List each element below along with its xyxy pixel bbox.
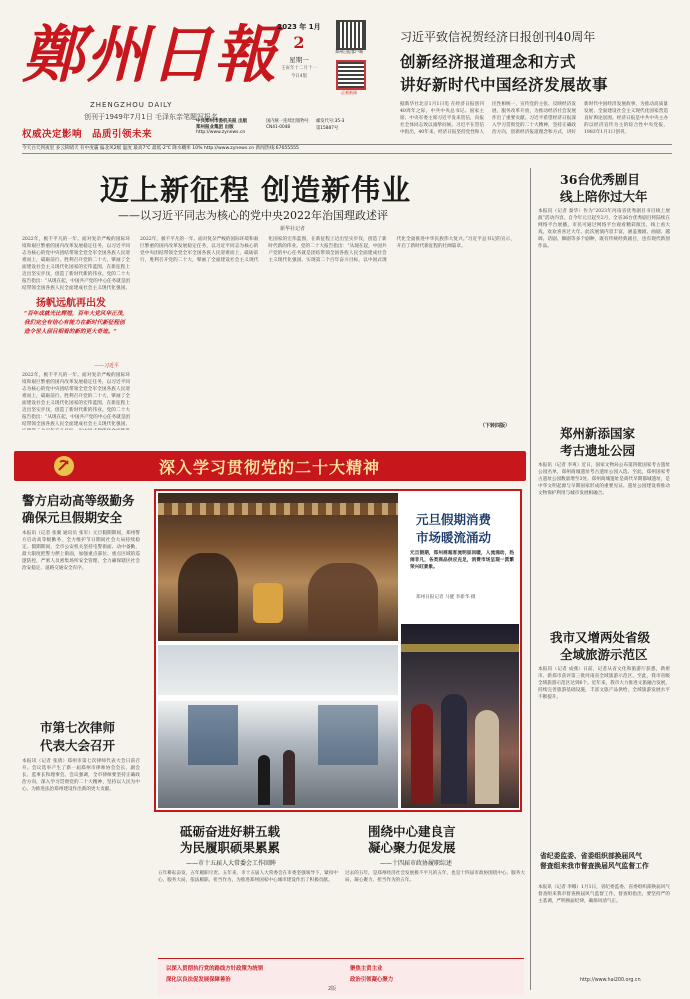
pull-attrib: ——习近平	[94, 363, 120, 369]
congress-title-1: 砥砺奋进好耕五载	[180, 824, 281, 839]
photo-mall-interior	[158, 645, 398, 808]
opera-body: 本报讯（记者 秦华）作为“2023年河南省优秀剧目书目线上展演”活动内容，自今年元旦起至2月，全省36台优秀剧目将陆续在网络平台展播，市民可通过网络平台观看精彩演出，线上看大戏，欢欢喜喜过大年。此次展演内容丰富，涵盖豫剧、曲剧、越调、话剧、舞剧等多个剧种，既有传统经典剧目，也有现代新创作品。	[538, 209, 670, 249]
code-3: 邮发代号:35-3	[316, 119, 345, 124]
pull-quote: “百年成就光比辉煌，百年大党风华正茂，我们完全有信心有能力在新时代新征程创造令世人刮目相看的新的更大奇迹。”	[24, 311, 128, 335]
congress-sub: ——市十五届人大常委会工作回眸	[186, 860, 277, 867]
party-emblem-icon	[54, 456, 74, 476]
opera-title-1: 36台优秀剧目	[560, 172, 640, 187]
date-lunar: 壬寅年十二月十一	[281, 66, 317, 71]
qr-label-2: 正观新闻	[341, 90, 357, 95]
inspection-title-1: 省纪委监委、省委组织部换届风气	[540, 852, 642, 860]
archaeology-body: 本报讯（记者 李爽）近日，国家文物局公布第四批国家考古遗址公园名单，郑州商城遗址考古遗址公园入选。至此，郑州国家考古遗址公园数量增至3处。郑州商城遗址是商代早期都城遗址，是中华文明起源与早期国家形成的重要见证。遗址公园建设将推动文物保护利用与城市发展相融合。	[538, 463, 670, 496]
lead-subhead: ——以习近平同志为核心的党中央2022年治国理政述评	[118, 209, 388, 222]
lawyers-title-2: 代表大会召开	[40, 738, 116, 753]
publisher-2: 郑州报业集团 出版	[196, 125, 234, 130]
lead-body-left-2: 2022年，极不平凡的一年。面对复杂严峻的国际环境和艰巨繁重的国内改革发展稳定任务，以习近平同志为核心的党中央团结带领全党全军全国各族人民迎难而上，砥砺前行，胜利召开党的二十大，擘画了全面建设社会主义现代化国家的宏伟蓝图，在新征程上迈出坚实步伐，创造了新时代新的伟业。党的二十大报告指出：“从现在起，中国共产党的中心任务就是团结带领全国各族人民全面建成社会主义现代化强国、	[22, 373, 130, 427]
publisher-3[interactable]: http://www.zynews.cn	[196, 130, 246, 135]
list-item: 以深入贯彻执行党的路线方针政策为统领	[166, 966, 264, 972]
tourism-title-2: 全域旅游示范区	[560, 647, 648, 662]
page-label: 2版	[328, 986, 337, 992]
footer-url[interactable]: http://www.hai200.org.cn	[580, 978, 641, 983]
list-item: 政治引领凝心聚力	[350, 977, 394, 983]
slogan: 权威决定影响 品质引领未来	[22, 129, 153, 140]
date-day: 2	[293, 33, 305, 52]
caption-title-1: 元旦假期消费	[416, 512, 492, 527]
publisher-1: 中共郑州市委机关报 出版	[196, 119, 248, 124]
photo-mall-cafe	[158, 493, 398, 641]
masthead	[0, 0, 690, 172]
tourism-body: 本报讯（记者 成燕）日前，记者从省文化和旅游厅获悉，新密市、新郑市获评第三批河南省全域旅游示范区。至此，我市省级全域旅游示范区达到6个。近年来，我市大力推进文旅融合发展，持续完善旅游基础设施，丰富文旅产品供给，全域旅游发展水平不断提升。	[538, 667, 670, 700]
date-weekday: 星期一	[289, 56, 309, 64]
code-2: CN41-0048	[266, 125, 291, 130]
congress-title-2: 为民履职硕果累累	[180, 840, 281, 855]
opera-title-2: 线上陪你过大年	[560, 189, 648, 204]
cppcc-title-2: 凝心聚力促发展	[368, 840, 456, 855]
date-pages: 今日4版	[290, 74, 308, 79]
police-body: 本报讯（记者 张翼 通讯员 张军）元旦假期期间，郑州警方启动高等级勤务，全力维护节日期间社会大局持续稳定。假期期间，全市公安机关坚持屯警街面、动中备勤，最大限度把警力摆上街面，加强重点部位、重点区域的巡逻防控，严密人员密集场所安全管理，全力确保辖区社会治安稳定、道路交通安全有序。	[22, 531, 140, 571]
inspection-body: 本报讯（记者 李娜）1月1日，省纪委监委、省委组织部换届风气督查组来我市督查换届风气监督工作。督查组指出，要坚持严的主基调，严明换届纪律，确保风清气正。	[538, 885, 670, 904]
caption-credit: 郑州日报记者 马健 李新华 摄	[416, 595, 476, 600]
qr-code	[336, 20, 366, 50]
inspection-title-2: 督查组来我市督查换届风气监督工作	[540, 862, 649, 870]
lawyers-body: 本报讯（记者 张倩）郑州市第七次律师代表大会日前召开。会议选举产生了新一届郑州市律师协会会长、副会长、监事长和理事会。会议强调，全市律师要坚持正确政治方向，深入学习贯彻党的二十大精神，坚持以人民为中心，为推进法治郑州建设作出新的更大贡献。	[22, 759, 140, 792]
cppcc-title-1: 围绕中心建良言	[368, 824, 456, 839]
tourism-title-1: 我市又增两处省级	[550, 630, 651, 645]
lead-byline: 新华社记者	[280, 226, 306, 232]
rightcol-rule	[530, 168, 531, 990]
code-1: 国内统一连续出版物号	[266, 119, 309, 124]
police-title-2: 确保元旦假期安全	[22, 510, 123, 525]
cppcc-body: 过去的五年，是郑州经济社会发展极不平凡的五年，也是十四届市政协围绕中心、服务大局、凝心聚力、担当作为的五年。	[345, 871, 525, 883]
lead-body-left: 2022年，极不平凡的一年。面对复杂严峻的国际环境和艰巨繁重的国内改革发展稳定任务，以习近平同志为核心的党中央团结带领全党全军全国各族人民迎难而上，砥砺前行，胜利召开党的二十大，擘画了全面建设社会主义现代化国家的宏伟蓝图，在新征程上迈出坚实步伐，创造了新时代新的伟业。党的二十大报告指出：“从现在起，中国共产党的中心任务就是团结带领全国各族人民全面建成社会主义现代化强国、	[22, 237, 130, 291]
top-story-headline-1: 创新经济报道理念和方式	[400, 52, 577, 71]
code-4: 第15887号	[316, 126, 339, 131]
caption-box	[402, 496, 518, 612]
cppcc-sub: ——十四届市政协履职综述	[380, 860, 453, 867]
weather-bar: 今天白天到夜里 多云转晴天 有中度霾 偏北风2级 温度 最高7℃ 最低-2℃ 降水概率 10% http://www.zynews.cn 新闻热线:67655555	[22, 144, 672, 154]
police-title-1: 警方启动高等级勤务	[22, 493, 135, 508]
lead-headline: 迈上新征程 创造新伟业	[100, 173, 412, 207]
founded-line: 创刊于1949年7月1日 毛泽东亲笔题写报名	[84, 113, 218, 121]
banner-text: 深入学习贯彻党的二十大精神	[159, 458, 381, 477]
list-item: 聚焦主责主业	[350, 966, 383, 972]
list-item: 深化以良法促发展保障善治	[166, 977, 231, 983]
bottom-list-box	[158, 958, 524, 995]
lawyers-title-1: 市第七次律师	[40, 720, 116, 735]
banner	[14, 451, 526, 481]
congress-body: 五年耕耘奋发，五年履职尽责。五年来，市十五届人大常委会在市委坚强领导下，紧扣中心、服务大局，依法履职、担当作为，为推进郑州国家中心城市建设作出了积极贡献。	[158, 871, 338, 883]
caption-title-2: 市场暖流涌动	[416, 530, 492, 545]
lead-continued: （下转四版）	[480, 423, 511, 429]
masthead-pinyin: ZHENGZHOU DAILY	[90, 101, 173, 109]
masthead-title: 鄭州日報	[22, 18, 279, 91]
qr-label-1: 郑州日报客户端	[335, 49, 363, 54]
caption-body: 元旦假期，郑州商超客流明显回暖，人流涌动，热闹非凡，各类商品供应充足，消费市场呈现一派繁荣兴旺景象。	[410, 551, 514, 570]
photo-crowd	[401, 624, 519, 808]
archaeology-title-2: 考古遗址公园	[560, 443, 636, 458]
qr-code-2	[336, 60, 366, 90]
date-year: 2023 年 1月	[277, 23, 321, 31]
top-story-headline-2: 讲好新时代中国经济发展故事	[400, 75, 609, 94]
lead-body-main: 2022年，极不平凡的一年。面对复杂严峻的国际环境和艰巨繁重的国内改革发展稳定任务，以习近平同志为核心的党中央团结带领全党全军全国各族人民迎难而上，砥砺前行，胜利召开党的二十大，擘画了全面建设社会主义现代化国家的宏伟蓝图，在新征程上迈出坚实步伐，创造了新时代新的伟业。党的二十大报告指出：“从现在起，中国共产党的中心任务就是团结带领全国各族人民全面建成社会主义现代化强国、实现第二个百年奋斗目标，以中国式现代化全面推进中华民族伟大复兴。”习近平总书记的宣示，开启了新时代新征程的壮阔篇章。	[140, 237, 515, 263]
archaeology-title-1: 郑州新添国家	[560, 426, 636, 441]
top-story-kicker: 习近平致信祝贺经济日报创刊40周年	[400, 30, 596, 44]
top-story-body: 据新华社北京1月1日电 在经济日报创刊40周年之际，中共中央总书记、国家主席、中央军委主席习近平发来贺信，向报社全体同志致以诚挚问候。习近平在贺信中指出，40年来，经济日报坚持党性和人民性相统一，宣传党的主张、反映经济发展、服务改革开放，为推动经济社会发展作出了重要贡献。习近平希望经济日报深入学习贯彻党的二十大精神，坚持正确政治方向，创新经济报道理念和方式，讲好新时代中国经济发展故事，为推动高质量发展、全面建设社会主义现代化国家营造良好舆论氛围。经济日报是中共中央主办的以经济宣传为主的综合性中央党报，1983年1月1日创刊。	[400, 102, 668, 135]
pull-title: 扬帆远航再出发	[36, 298, 106, 309]
